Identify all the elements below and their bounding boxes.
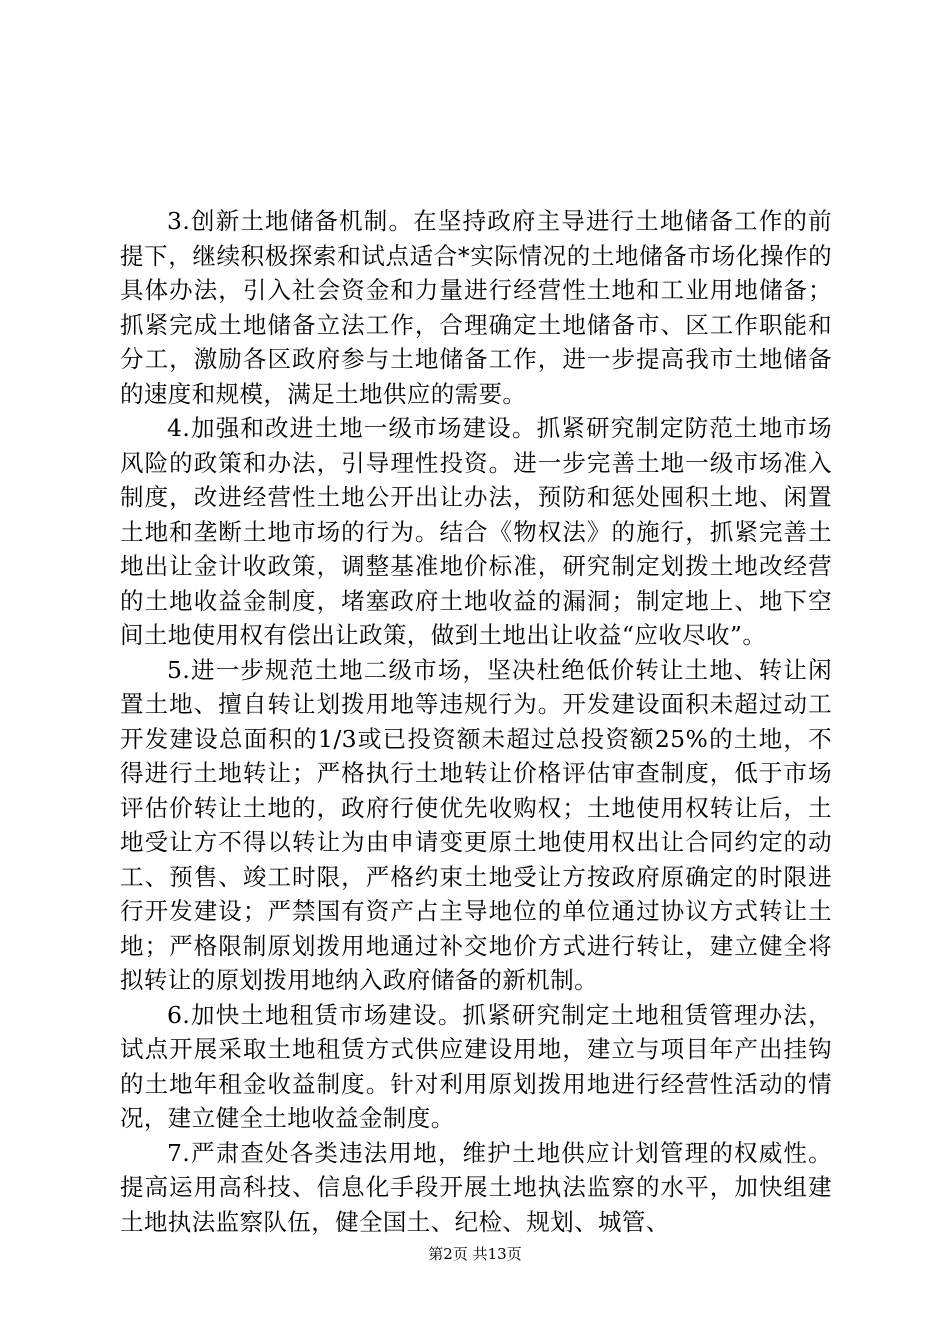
paragraph-5-secondary-market: 5.进一步规范土地二级市场，坚决杜绝低价转让土地、转让闲置土地、擅自转让划拨用地等违规行为。开发建设面积未超过动工开发建设总面积的1/3或已投资额未超过总投资额25%的土地，不得进行土地转让；严格执行土地转让价格评估审查制度，低于市场评估价转让土地的，政府行使优先收购权；土地使用权转让后，土地受让方不得以转让为由申请变更原土地使用权出让合同约定的动工、预售、竣工时限，严格约束土地受让方按政府原确定的时限进行开发建设；严禁国有资产占主导地位的单位通过协议方式转让土地；严格限制原划拨用地通过补交地价方式进行转让，建立健全将拟转让的原划拨用地纳入政府储备的新机制。 bbox=[120, 655, 832, 994]
page-footer: 第2页 共13页 bbox=[428, 1245, 522, 1263]
paragraph-4-primary-market: 4.加强和改进土地一级市场建设。抓紧研究制定防范土地市场风险的政策和办法，引导理性投资。进一步完善土地一级市场准入制度，改进经营性土地公开出让办法，预防和惩处囤积土地、闲置土地和垄断土地市场的行为。结合《物权法》的施行，抓紧完善土地出让金计收政策，调整基准地价标准，研究制定划拨土地改经营的土地收益金制度，堵塞政府土地收益的漏洞；制定地上、地下空间土地使用权有偿出让政策，做到土地出让收益“应收尽收”。 bbox=[120, 414, 832, 649]
document-body bbox=[120, 204, 832, 1239]
paragraph-6-lease-market: 6.加快土地租赁市场建设。抓紧研究制定土地租赁管理办法，试点开展采取土地租赁方式供应建设用地，建立与项目年产出挂钩的土地年租金收益制度。针对利用原划拨用地进行经营性活动的情况，建立健全土地收益金制度。 bbox=[120, 1000, 832, 1132]
paragraph-3-land-reserve: 3.创新土地储备机制。在坚持政府主导进行土地储备工作的前提下，继续积极探索和试点适合*实际情况的土地储备市场化操作的具体办法，引入社会资金和力量进行经营性土地和工业用地储备；抓紧完成土地储备立法工作，合理确定土地储备市、区工作职能和分工，激励各区政府参与土地储备工作，进一步提高我市土地储备的速度和规模，满足土地供应的需要。 bbox=[120, 207, 832, 408]
paragraph-7-illegal-land-use: 7.严肃查处各类违法用地，维护土地供应计划管理的权威性。提高运用高科技、信息化手段开展土地执法监察的水平，加快组建土地执法监察队伍，健全国土、纪检、规划、城管、 bbox=[120, 1138, 832, 1236]
